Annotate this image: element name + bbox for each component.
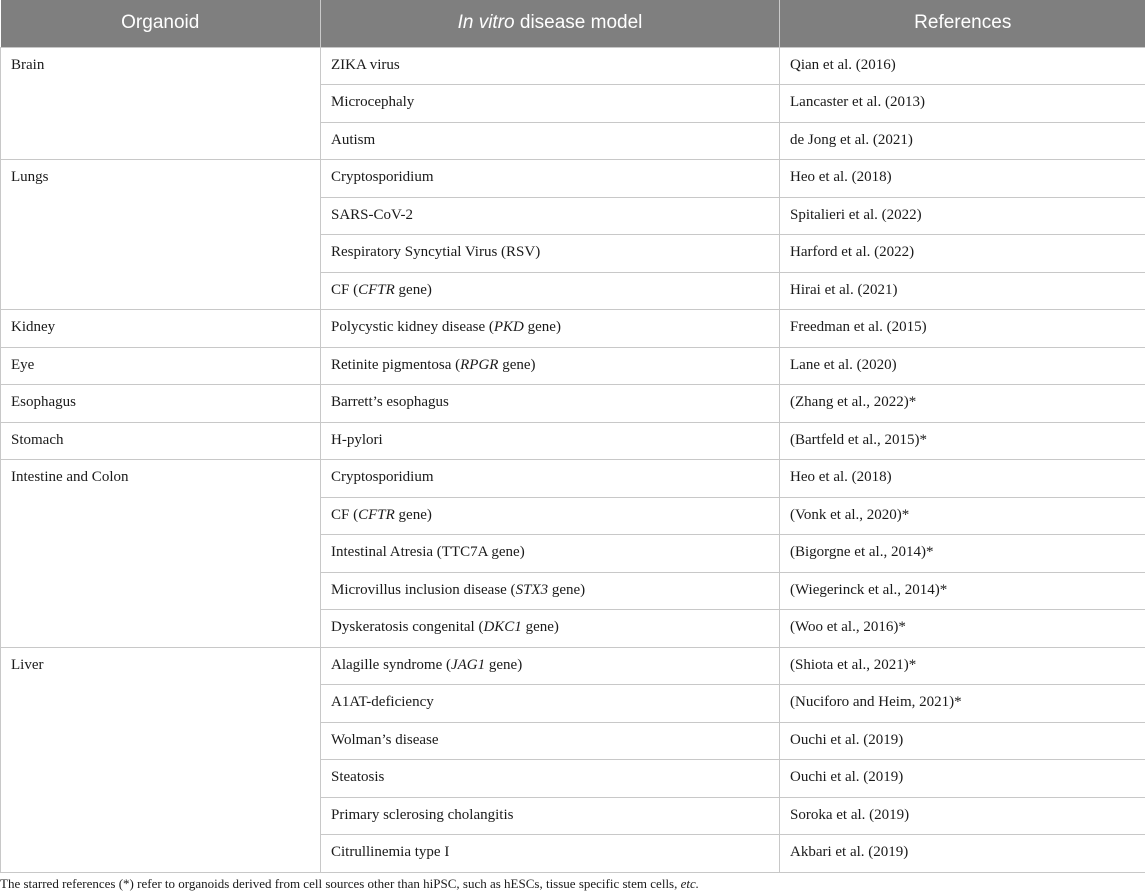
- disease-model-cell: [321, 647, 780, 685]
- disease-model-cell: [321, 272, 780, 310]
- model-text: Polycystic kidney disease (: [331, 319, 494, 335]
- reference-cell: Ouchi et al. (2019): [780, 760, 1145, 798]
- table-row: [1, 47, 1145, 85]
- reference-cell: Lancaster et al. (2013): [780, 85, 1145, 123]
- reference-cell: (Woo et al., 2016)*: [780, 610, 1145, 648]
- reference-cell: de Jong et al. (2021): [780, 122, 1145, 160]
- disease-model-cell: [321, 760, 780, 798]
- organoid-cell: Intestine and Colon: [1, 460, 321, 648]
- model-text: Cryptosporidium: [331, 169, 434, 185]
- model-text: gene): [523, 319, 561, 335]
- table-header: [1, 0, 1145, 47]
- organoid-cell: Liver: [1, 647, 321, 872]
- model-text: Microvillus inclusion disease (: [331, 581, 516, 598]
- reference-cell: Ouchi et al. (2019): [780, 722, 1145, 760]
- footnote-italic: etc.: [680, 876, 700, 891]
- table-row: [1, 160, 1145, 198]
- model-text: gene): [394, 281, 432, 298]
- header-model-rest: disease model: [514, 12, 643, 34]
- header-organoid: Organoid: [1, 0, 321, 47]
- model-text: Microcephaly: [331, 94, 415, 110]
- model-text: A1AT-deficiency: [331, 694, 434, 710]
- reference-cell: Spitalieri et al. (2022): [780, 197, 1145, 235]
- disease-model-cell: [321, 460, 780, 498]
- table-footnote: [0, 876, 1145, 892]
- model-text: Alagille syndrome (: [331, 656, 451, 673]
- reference-cell: Harford et al. (2022): [780, 235, 1145, 273]
- table-row: [1, 347, 1145, 385]
- model-text: CF (: [331, 506, 359, 523]
- gene-name: CFTR: [358, 281, 395, 298]
- header-model-italic: In vitro: [457, 12, 515, 34]
- table-row: [1, 310, 1145, 348]
- reference-cell: Heo et al. (2018): [780, 160, 1145, 198]
- reference-cell: (Bigorgne et al., 2014)*: [780, 535, 1145, 573]
- model-text: Citrullinemia type I: [331, 844, 450, 860]
- table-row: [1, 647, 1145, 685]
- reference-cell: Heo et al. (2018): [780, 460, 1145, 498]
- reference-cell: Freedman et al. (2015): [780, 310, 1145, 348]
- model-text: H-pylori: [331, 431, 383, 448]
- disease-model-cell: [321, 310, 780, 348]
- reference-cell: Lane et al. (2020): [780, 347, 1145, 385]
- disease-model-cell: [321, 535, 780, 573]
- model-text: Retinite pigmentosa (: [331, 356, 461, 373]
- organoid-cell: Brain: [1, 47, 321, 160]
- model-text: gene): [521, 619, 559, 635]
- organoid-cell: Stomach: [1, 422, 321, 460]
- disease-model-cell: [321, 197, 780, 235]
- reference-cell: (Shiota et al., 2021)*: [780, 647, 1145, 685]
- model-text: Barrett’s esophagus: [331, 394, 449, 410]
- model-text: gene): [485, 656, 523, 673]
- reference-cell: Hirai et al. (2021): [780, 272, 1145, 310]
- model-text: gene): [498, 356, 536, 373]
- disease-model-cell: [321, 497, 780, 535]
- reference-cell: (Vonk et al., 2020)*: [780, 497, 1145, 535]
- model-text: Wolman’s disease: [331, 731, 439, 748]
- model-text: SARS-CoV-2: [331, 206, 413, 223]
- model-text: Dyskeratosis congenital (: [331, 619, 484, 635]
- table-row: [1, 460, 1145, 498]
- model-text: gene): [394, 506, 432, 523]
- model-text: Primary sclerosing cholangitis: [331, 806, 514, 823]
- model-text: Autism: [331, 131, 376, 148]
- organoid-cell: Eye: [1, 347, 321, 385]
- gene-name: DKC1: [483, 619, 522, 635]
- gene-name: STX3: [515, 581, 549, 598]
- reference-cell: (Zhang et al., 2022)*: [780, 385, 1145, 423]
- disease-model-cell: [321, 610, 780, 648]
- gene-name: JAG1: [450, 656, 486, 673]
- reference-cell: (Wiegerinck et al., 2014)*: [780, 572, 1145, 610]
- gene-name: CFTR: [358, 506, 395, 523]
- model-text: gene): [548, 581, 586, 598]
- disease-model-cell: [321, 235, 780, 273]
- disease-model-cell: [321, 347, 780, 385]
- footnote-text: The starred references (*) refer to organoids derived from cell sources other than hiPSC, such as hESCs, tissue specific stem cells,: [0, 876, 681, 891]
- organoid-cell: Kidney: [1, 310, 321, 348]
- header-references: References: [780, 0, 1145, 47]
- table-row: [1, 385, 1145, 423]
- disease-model-cell: [321, 122, 780, 160]
- gene-name: RPGR: [460, 356, 499, 373]
- disease-model-cell: [321, 572, 780, 610]
- disease-model-cell: [321, 160, 780, 198]
- table-row: [1, 422, 1145, 460]
- disease-model-cell: [321, 422, 780, 460]
- model-text: Intestinal Atresia (TTC7A gene): [331, 544, 525, 560]
- disease-model-cell: [321, 797, 780, 835]
- model-text: Respiratory Syncytial Virus (RSV): [331, 244, 541, 260]
- model-text: Steatosis: [331, 769, 385, 785]
- disease-model-cell: [321, 835, 780, 873]
- organoid-cell: Lungs: [1, 160, 321, 310]
- disease-model-cell: [321, 385, 780, 423]
- model-text: Cryptosporidium: [331, 469, 434, 485]
- reference-cell: (Nuciforo and Heim, 2021)*: [780, 685, 1145, 723]
- header-disease-model: [321, 0, 780, 47]
- gene-name: PKD: [493, 319, 524, 335]
- disease-model-cell: [321, 685, 780, 723]
- reference-cell: Qian et al. (2016): [780, 47, 1145, 85]
- disease-model-cell: [321, 85, 780, 123]
- model-text: ZIKA virus: [331, 56, 400, 73]
- disease-model-cell: [321, 722, 780, 760]
- disease-model-cell: [321, 47, 780, 85]
- table-body: [1, 47, 1145, 872]
- reference-cell: Soroka et al. (2019): [780, 797, 1145, 835]
- organoid-cell: Esophagus: [1, 385, 321, 423]
- reference-cell: Akbari et al. (2019): [780, 835, 1145, 873]
- model-text: CF (: [331, 281, 359, 298]
- reference-cell: (Bartfeld et al., 2015)*: [780, 422, 1145, 460]
